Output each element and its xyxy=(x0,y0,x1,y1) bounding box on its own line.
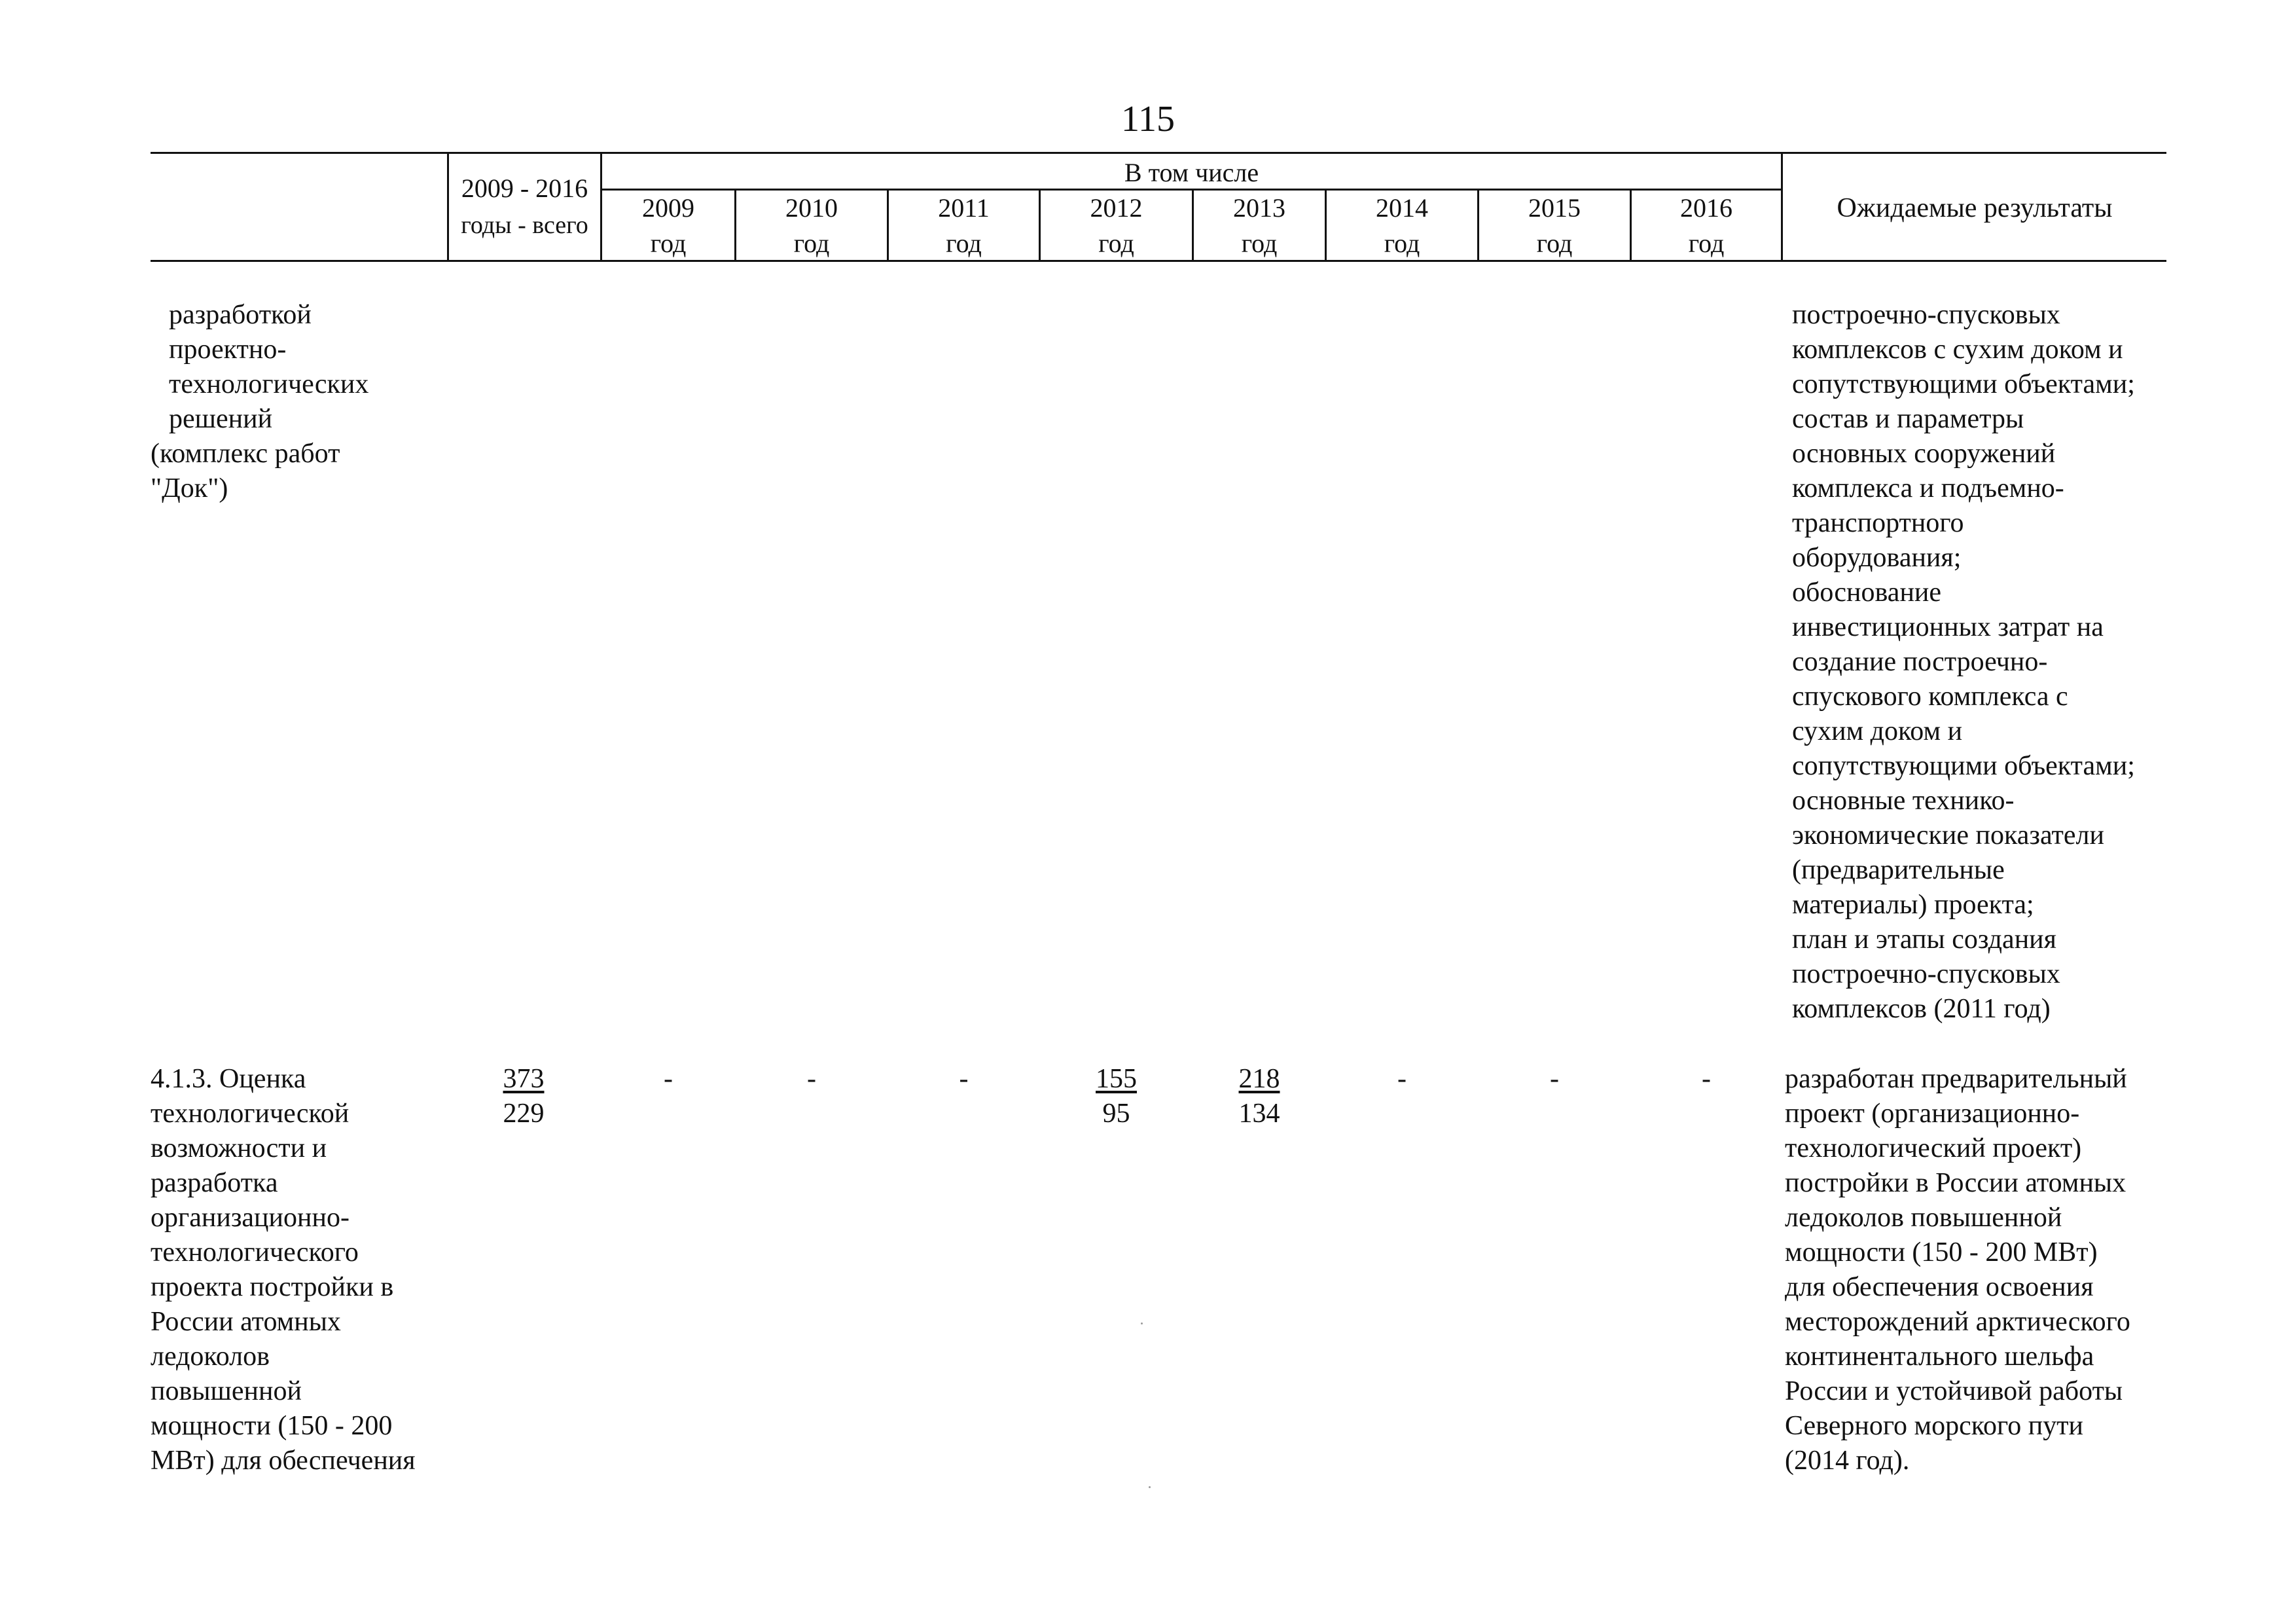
row-result-line: сухим доком и xyxy=(1792,716,1963,746)
year-value-bottom: 134 xyxy=(1238,1099,1280,1129)
row-name-line: МВт) для обеспечения xyxy=(151,1446,416,1476)
row-name-line: "Док") xyxy=(151,473,228,503)
header-year: 2011 xyxy=(938,193,990,223)
year-value: - xyxy=(1550,1064,1559,1094)
row-result-line: построечно-спусковых xyxy=(1792,300,2060,330)
header-year: 2010 xyxy=(785,193,838,223)
row-result-line: России и устойчивой работы xyxy=(1785,1376,2123,1406)
year-value: - xyxy=(664,1064,673,1094)
row-name-line: России атомных xyxy=(151,1307,341,1337)
row-result-line: создание построечно- xyxy=(1792,647,2048,677)
row-result-line: план и этапы создания xyxy=(1792,924,2056,955)
row-name-line: технологического xyxy=(151,1237,359,1267)
scan-speck xyxy=(1141,1322,1143,1324)
row-result-line: (предварительные xyxy=(1792,855,2005,885)
row-result-line: континентального шельфа xyxy=(1785,1341,2094,1372)
row-name-line: мощности (150 - 200 xyxy=(151,1411,393,1441)
row-result-line: комплексов с сухим доком и xyxy=(1792,335,2123,365)
row-result-line: построечно-спусковых xyxy=(1792,959,2060,989)
row-result-line: технологический проект) xyxy=(1785,1133,2082,1163)
header-results-label: Ожидаемые результаты xyxy=(1837,193,2113,223)
row-name-line: проекта постройки в xyxy=(151,1272,394,1302)
row-result-line: материалы) проекта; xyxy=(1792,890,2034,920)
row-result-line: комплекса и подъемно- xyxy=(1792,473,2064,503)
header-top-rule xyxy=(151,152,2166,154)
header-year-unit: год xyxy=(1098,228,1134,258)
year-value: 155 xyxy=(1096,1064,1137,1094)
row-result-line: постройки в России атомных xyxy=(1785,1168,2126,1198)
year-value: - xyxy=(959,1064,969,1094)
row-result-line: проект (организационно- xyxy=(1785,1099,2080,1129)
row-result-line: оборудования; xyxy=(1792,543,1962,573)
header-total-line1: 2009 - 2016 xyxy=(461,173,588,203)
row-name-line: проектно- xyxy=(169,335,287,365)
row-result-line: комплексов (2011 год) xyxy=(1792,994,2051,1024)
row-result-line: сопутствующими объектами; xyxy=(1792,369,2135,399)
row-result-line: (2014 год). xyxy=(1785,1446,1910,1476)
row-result-line: обоснование xyxy=(1792,577,1942,608)
row-name-line: решений xyxy=(169,404,273,434)
row-name-line: возможности и xyxy=(151,1133,327,1163)
row-result-line: месторождений арктического xyxy=(1785,1307,2130,1337)
row-result-line: состав и параметры xyxy=(1792,404,2024,434)
year-value: 218 xyxy=(1238,1064,1280,1094)
header-year: 2009 xyxy=(642,193,694,223)
row-result-line: разработан предварительный xyxy=(1785,1064,2127,1094)
header-year: 2012 xyxy=(1090,193,1143,223)
row-result-line: транспортного xyxy=(1792,508,1964,538)
header-year-unit: год xyxy=(1688,228,1725,258)
header-year-unit: год xyxy=(946,228,982,258)
year-value: - xyxy=(1702,1064,1711,1094)
year-value: - xyxy=(1397,1064,1407,1094)
row-name-line: разработкой xyxy=(169,300,312,330)
header-group-label: В том числе xyxy=(1124,158,1259,187)
header-year: 2015 xyxy=(1528,193,1581,223)
row-name-line: 4.1.3. Оценка xyxy=(151,1064,306,1094)
page-number: 115 xyxy=(1121,99,1175,139)
row-name-line: повышенной xyxy=(151,1376,302,1406)
row-result-line: Северного морского пути xyxy=(1785,1411,2084,1441)
header-year: 2014 xyxy=(1376,193,1428,223)
row-name-line: ледоколов xyxy=(151,1341,270,1372)
row-total-top: 373 xyxy=(503,1064,545,1094)
row-result-line: мощности (150 - 200 МВт) xyxy=(1785,1237,2098,1267)
header-year-unit: год xyxy=(650,228,687,258)
header-year: 2013 xyxy=(1233,193,1285,223)
row-name-line: разработка xyxy=(151,1168,278,1198)
row-result-line: экономические показатели xyxy=(1792,820,2104,850)
header-year-unit: год xyxy=(1536,228,1573,258)
row-result-line: ледоколов повышенной xyxy=(1785,1203,2062,1233)
row-result-line: инвестиционных затрат на xyxy=(1792,612,2104,642)
col-divider xyxy=(447,152,449,262)
year-value: - xyxy=(807,1064,816,1094)
header-year-unit: год xyxy=(793,228,830,258)
header-total-line2: годы - всего xyxy=(461,211,588,239)
row-total-bottom: 229 xyxy=(503,1099,545,1129)
row-result-line: сопутствующими объектами; xyxy=(1792,751,2135,781)
row-result-line: спускового комплекса с xyxy=(1792,682,2068,712)
year-value-bottom: 95 xyxy=(1102,1099,1130,1129)
row-name-line: технологических xyxy=(169,369,369,399)
row-name-line: организационно- xyxy=(151,1203,350,1233)
scan-speck xyxy=(1149,1486,1151,1488)
row-result-line: для обеспечения освоения xyxy=(1785,1272,2094,1302)
row-name-line: технологической xyxy=(151,1099,350,1129)
row-name-line: (комплекс работ xyxy=(151,439,340,469)
header-year-unit: год xyxy=(1241,228,1278,258)
row-result-line: основные технико- xyxy=(1792,786,2015,816)
header-year-unit: год xyxy=(1384,228,1420,258)
header-year: 2016 xyxy=(1680,193,1732,223)
row-result-line: основных сооружений xyxy=(1792,439,2056,469)
